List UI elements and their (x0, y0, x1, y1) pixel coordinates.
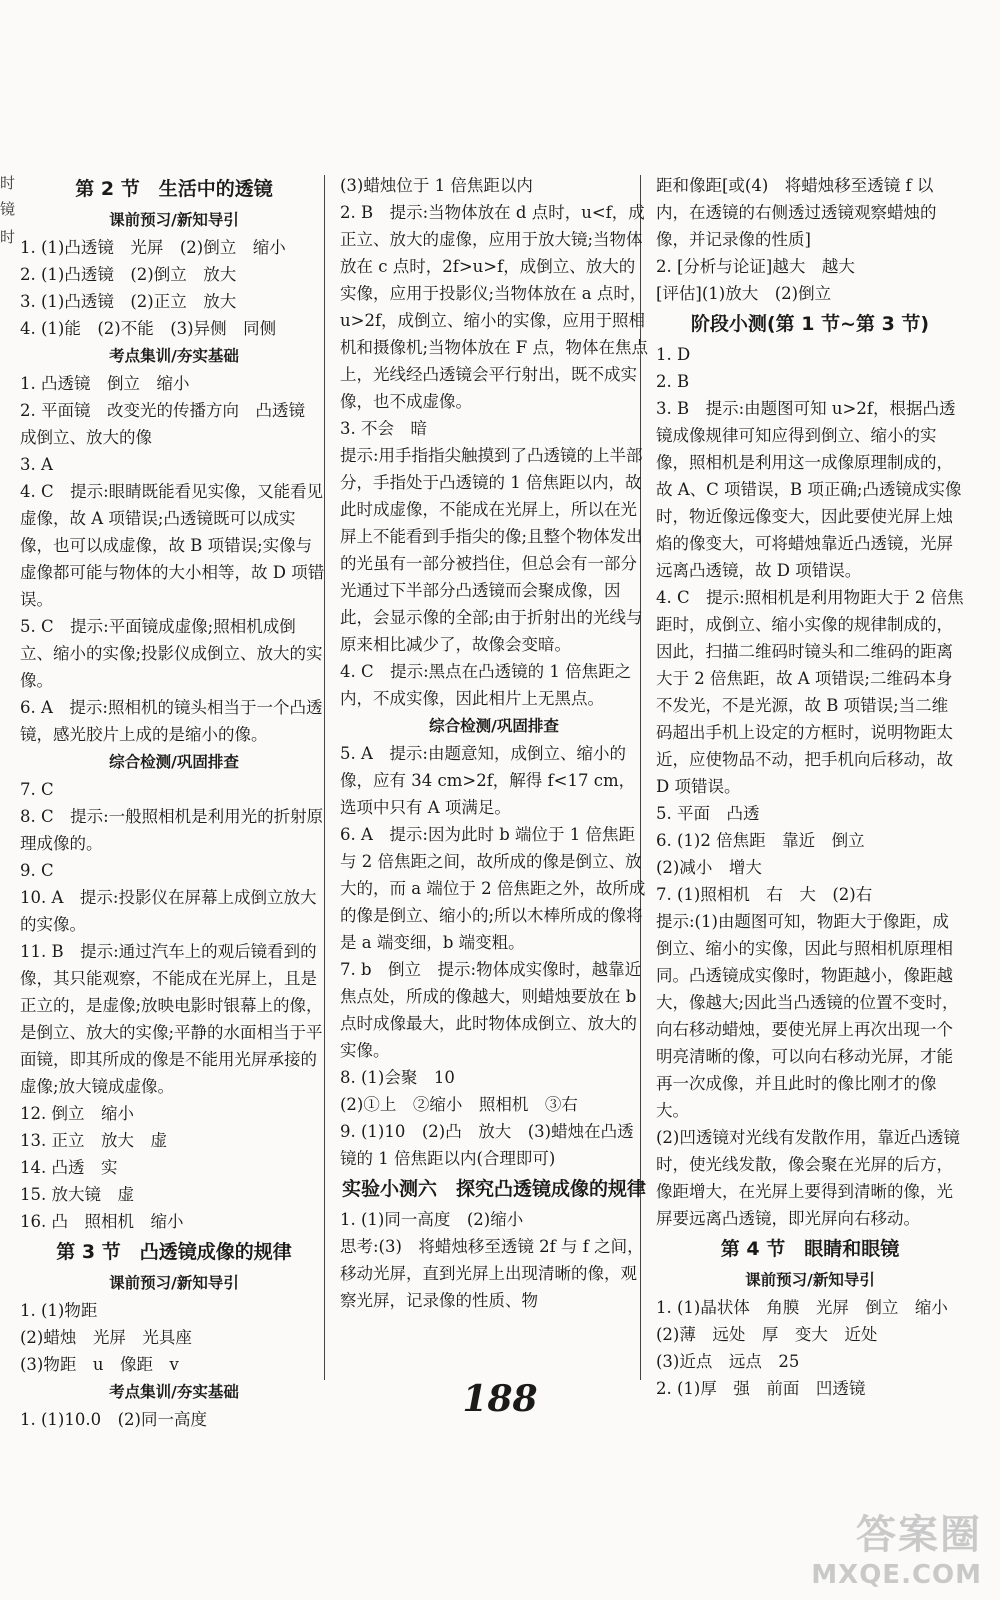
section-title: 第 4 节 眼睛和眼镜 (720, 1238, 900, 1260)
answer-item: 3. A (20, 455, 53, 474)
answer-item: 2. (1)厚 强 前面 凹透镜 (656, 1379, 866, 1398)
answer-item: (2)减小 增大 (656, 858, 762, 877)
answer-item: 提示:用手指指尖触摸到了凸透镜的上半部分，手指处于凸透镜的 1 倍焦距以内，故此时成虚像，不能成在光屏上，所以在光屏上不能看到手指尖的像;且整个物体发出的光虽有一部分被挡住，但总会有一部分光通过下半部分凸透镜而会聚成像，因此，会显示像的全部;由于折射出的光线与原来相比减少了，故像会变暗。 (340, 446, 643, 654)
subsection-heading: 课前预习/新知导引 (745, 1271, 875, 1289)
watermark-line1: 答案圈 (856, 1512, 982, 1558)
answer-item: (2)凹透镜对光线有发散作用，靠近凸透镜时，使光线发散，像会聚在光屏的后方，像距增大，在光屏上要得到清晰的像，光屏要远离凸透镜，即光屏向右移动。 (656, 1128, 960, 1228)
answer-item: 2. (1)凸透镜 (2)倒立 放大 (20, 265, 237, 284)
answer-item: (2)薄 远处 厚 变大 近处 (656, 1325, 878, 1344)
answer-item: 1. (1)同一高度 (2)缩小 (340, 1210, 524, 1229)
answer-item: 1. (1)凸透镜 光屏 (2)倒立 缩小 (20, 238, 286, 257)
answer-item: (3)蜡烛位于 1 倍焦距以内 (340, 176, 533, 195)
answer-item: 15. 放大镜 虚 (20, 1185, 134, 1204)
section-title: 阶段小测(第 1 节~第 3 节) (690, 313, 930, 335)
answer-item: 6. A 提示:因为此时 b 端位于 1 倍焦距与 2 倍焦距之间，故所成的像是倒立、放大的，而 a 端位于 2 倍焦距之外，故所成的像是倒立、缩小的;所以木棒所成的像将是 a 端变细，b 端变粗。 (340, 825, 646, 952)
watermark-line2: MXQE.COM (811, 1560, 982, 1590)
answer-item: 3. (1)凸透镜 (2)正立 放大 (20, 292, 237, 311)
column-left (20, 172, 328, 1433)
subsection-heading: 课前预习/新知导引 (109, 1274, 239, 1292)
answer-item: 7. b 倒立 提示:物体成实像时，越靠近焦点处，所成的像越大，则蜡烛要放在 b 点时成像最大，此时物体成倒立、放大的实像。 (340, 960, 642, 1060)
answer-item: 7. (1)照相机 右 大 (2)右 (656, 885, 873, 904)
answer-item: 6. (1)2 倍焦距 靠近 倒立 (656, 831, 865, 850)
answer-item: 4. C 提示:眼睛既能看见实像，又能看见虚像，故 A 项错误;凸透镜既可以成实像，也可以成虚像，故 B 项错误;实像与虚像都可能与物体的大小相等，故 D 项错误。 (20, 482, 325, 609)
answer-item: 4. C 提示:照相机是利用物距大于 2 倍焦距时，成倒立、缩小实像的规律制成的，因此，扫描二维码时镜头和二维码的距离大于 2 倍焦距，故 A 项错误;二维码本身不发光，不是光源，故 B 项错误;当二维码超出手机上设定的方框时，说明物距太近，应使物品不动，把手机向后移动，故 D 项错误。 (656, 588, 964, 796)
subsection-heading: 综合检测/巩固排查 (429, 717, 559, 735)
answer-item: 5. A 提示:由题意知，成倒立、缩小的像，应有 34 cm>2f，解得 f<17 cm，选项中只有 A 项满足。 (340, 744, 636, 817)
answer-item: 13. 正立 放大 虚 (20, 1131, 167, 1150)
edge-char: 时 (0, 174, 16, 192)
column-right (656, 172, 964, 1402)
subsection-heading: 课前预习/新知导引 (109, 211, 239, 229)
answer-item: 1. (1)物距 (20, 1301, 98, 1320)
answer-item: 5. 平面 凸透 (656, 804, 760, 823)
answer-item: [评估](1)放大 (2)倒立 (656, 284, 832, 303)
answer-item: 8. C 提示:一般照相机是利用光的折射原理成像的。 (20, 807, 324, 853)
answer-item: 2. [分析与论证]越大 越大 (656, 257, 855, 276)
answer-item: 4. (1)能 (2)不能 (3)异侧 同侧 (20, 319, 277, 338)
answer-item: 9. C (20, 861, 54, 880)
answer-item: 思考:(3) 将蜡烛移至透镜 2f 与 f 之间，移动光屏，直到光屏上出现清晰的像，观察光屏，记录像的性质、物 (340, 1237, 644, 1310)
answer-item: 14. 凸透 实 (20, 1158, 118, 1177)
answer-item: 3. 不会 暗 (340, 419, 427, 438)
answer-item: 5. C 提示:平面镜成虚像;照相机成倒立、缩小的实像;投影仪成倒立、放大的实像。 (20, 617, 323, 690)
answer-item: 8. (1)会聚 10 (340, 1068, 455, 1087)
answer-item: 1. (1)晶状体 角膜 光屏 倒立 缩小 (656, 1298, 948, 1317)
watermark-logo (811, 1503, 982, 1590)
section-title: 第 2 节 生活中的透镜 (75, 178, 273, 200)
answer-item: (3)近点 远点 25 (656, 1352, 800, 1371)
subsection-heading: 考点集训/夯实基础 (109, 347, 239, 365)
answer-item: 10. A 提示:投影仪在屏幕上成倒立放大的实像。 (20, 888, 317, 934)
answer-item: 2. 平面镜 改变光的传播方向 凸透镜 成倒立、放大的像 (20, 401, 322, 447)
section-title: 实验小测六 探究凸透镜成像的规律 (341, 1178, 646, 1200)
answer-item: 距和像距[或(4) 将蜡烛移至透镜 f 以内，在透镜的右侧透过透镜观察蜡烛的像，并记录像的性质] (656, 176, 937, 249)
answer-item: 6. A 提示:照相机的镜头相当于一个凸透镜，感光胶片上成的是缩小的像。 (20, 698, 323, 744)
answer-item: (3)物距 u 像距 v (20, 1355, 179, 1374)
answer-item: 1. 凸透镜 倒立 缩小 (20, 374, 190, 393)
page-number: 188 (462, 1378, 538, 1420)
answer-item: 11. B 提示:通过汽车上的观后镜看到的像，其只能观察，不能成在光屏上，且是正立的，是虚像;放映电影时银幕上的像，是倒立、放大的实像;平静的水面相当于平面镜，即其所成的像是不能用光屏承接的虚像;放大镜成虚像。 (20, 942, 323, 1096)
answer-item: (2)蜡烛 光屏 光具座 (20, 1328, 192, 1347)
subsection-heading: 考点集训/夯实基础 (109, 1383, 239, 1401)
column-middle (340, 172, 648, 1314)
section-title: 第 3 节 凸透镜成像的规律 (56, 1241, 292, 1263)
answer-item: 16. 凸 照相机 缩小 (20, 1212, 184, 1231)
answer-item: 4. C 提示:黑点在凸透镜的 1 倍焦距之内，不成实像，因此相片上无黑点。 (340, 662, 632, 708)
answer-item: 1. D (656, 345, 691, 364)
answer-item: 1. (1)10.0 (2)同一高度 (20, 1410, 207, 1429)
answer-item: 9. (1)10 (2)凸 放大 (3)蜡烛在凸透镜的 1 倍焦距以内(合理即可) (340, 1122, 634, 1168)
answer-item: 2. B 提示:当物体放在 d 点时，u<f，成正立、放大的虚像，应用于放大镜;当物体放在 c 点时，2f>u>f，成倒立、放大的实像，应用于投影仪;当物体放在 a 点时，u>2f，成倒立、缩小的实像，应用于照相机和摄像机;当物体放在 F 点，物体在焦点上，光线经凸透镜会平行射出，既不成实像，也不成虚像。 (340, 203, 648, 411)
answer-item: 7. C (20, 780, 54, 799)
edge-char: 时 (0, 228, 16, 246)
subsection-heading: 综合检测/巩固排查 (109, 753, 239, 771)
answer-item: 2. B (656, 372, 690, 391)
answer-item: 12. 倒立 缩小 (20, 1104, 134, 1123)
answer-item: (2)①上 ②缩小 照相机 ③右 (340, 1095, 578, 1114)
answer-item: 提示:(1)由题图可知，物距大于像距，成倒立、缩小的实像，因此与照相机原理相同。凸透镜成实像时，物距越小，像距越大，像越大;因此当凸透镜的位置不变时，向右移动蜡烛，要使光屏上再次出现一个明亮清晰的像，可以向右移动光屏，才能再一次成像，并且此时的像比刚才的像大。 (656, 912, 959, 1120)
edge-char: 镜 (0, 200, 16, 218)
answer-item: 3. B 提示:由题图可知 u>2f，根据凸透镜成像规律可知应得到倒立、缩小的实像，照相机是利用这一成像原理制成的，故 A、C 项错误，B 项正确;凸透镜成实像时，物近像远像变大，因此要使光屏上烛焰的像变大，可将蜡烛靠近凸透镜，光屏远离凸透镜，故 D 项错误。 (656, 399, 962, 580)
